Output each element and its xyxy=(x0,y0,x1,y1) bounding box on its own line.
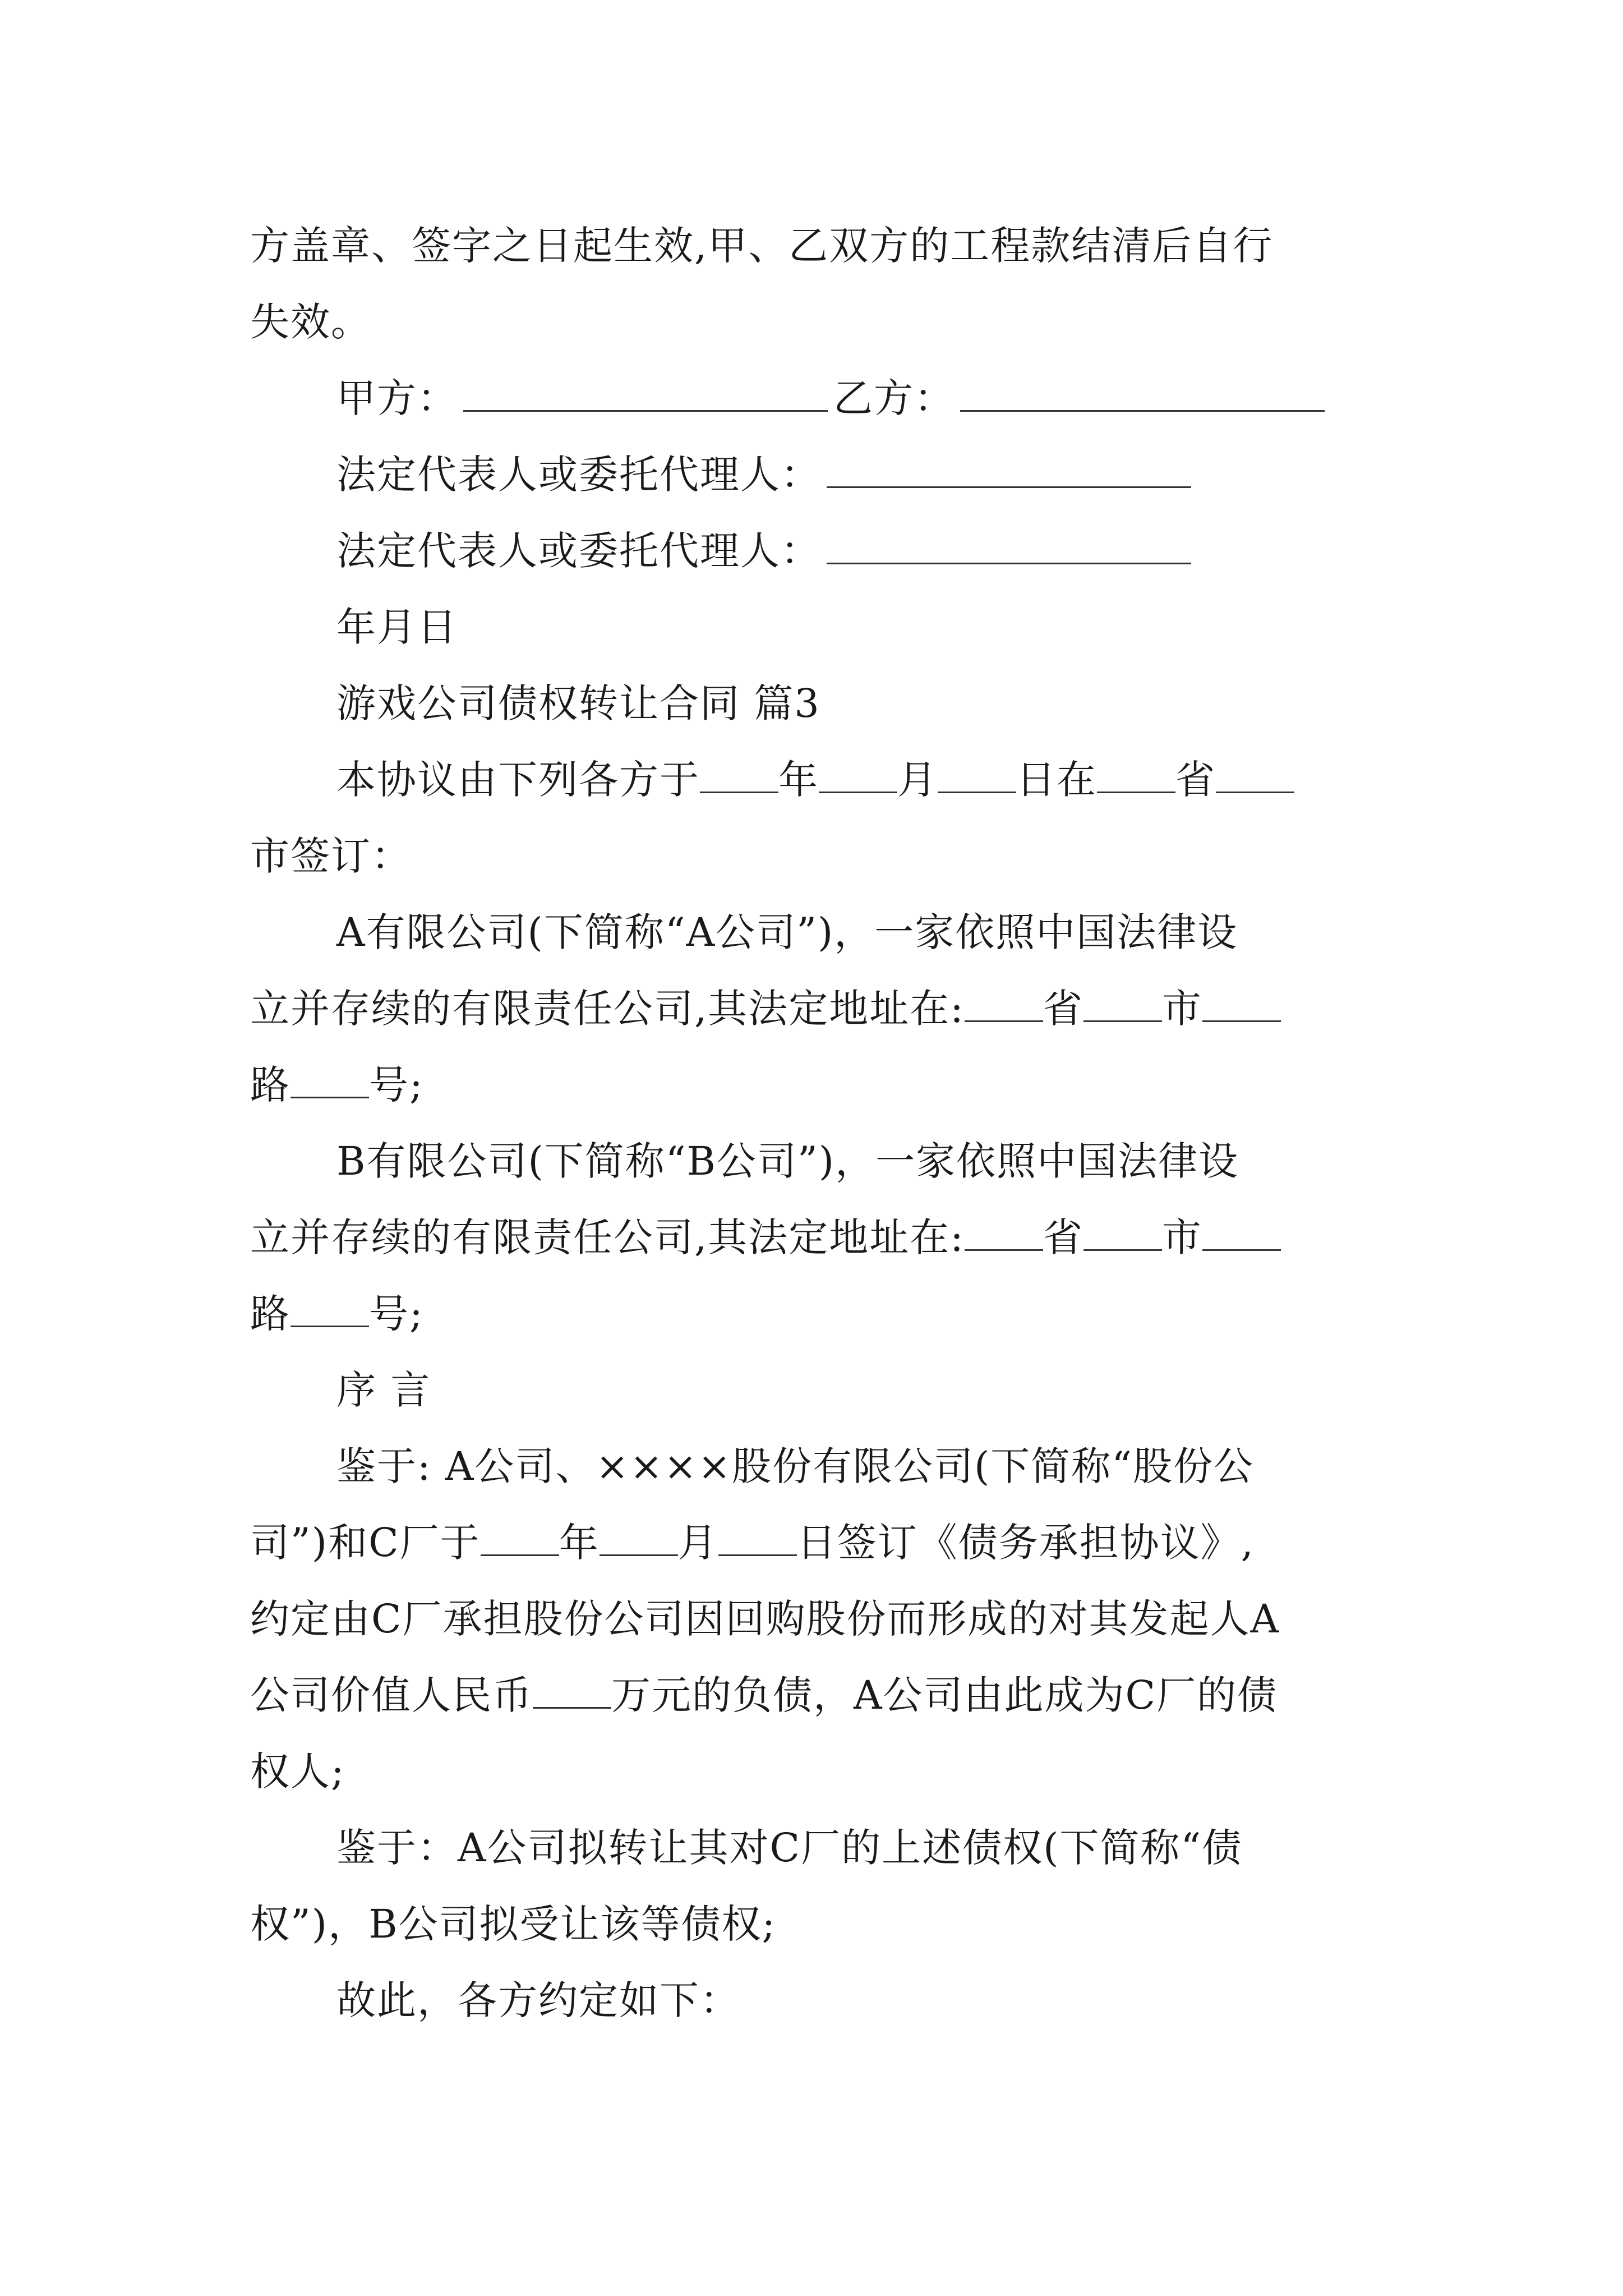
representative-blank xyxy=(827,455,1191,488)
date-line: 年月日 xyxy=(336,604,458,650)
section-title: 游戏公司债权转让合同 篇3 xyxy=(336,680,820,726)
text-segment: 年 xyxy=(559,1520,600,1566)
fill-blank xyxy=(965,989,1043,1022)
text-segment: 公司价值人民币 xyxy=(250,1672,533,1718)
company-a-line: A有限公司(下简称“A公司”)，一家依照中国法律设 xyxy=(336,909,1238,955)
company-b-address-line xyxy=(250,1199,1383,1276)
paragraph-line: 约定由C厂承担股份公司因回购股份而形成的对其发起人A xyxy=(250,1596,1280,1642)
fill-blank xyxy=(291,1065,369,1098)
party-a-blank xyxy=(463,379,828,412)
paragraph-line: 失效。 xyxy=(250,299,371,345)
fill-blank xyxy=(291,1294,369,1327)
preface-heading: 序 言 xyxy=(336,1367,431,1413)
conclusion-line: 故此，各方约定如下： xyxy=(336,1977,740,2023)
fill-blank xyxy=(1083,1218,1162,1251)
text-segment: 路 xyxy=(250,1062,291,1108)
party-b-blank xyxy=(960,379,1325,412)
text-segment: 本协议由下列各方于 xyxy=(336,757,700,803)
representative-label: 法定代表人或委托代理人： xyxy=(336,528,821,574)
company-b-road-line xyxy=(250,1276,1383,1352)
paragraph-line: 市签订： xyxy=(250,833,412,879)
paragraph-line: 权人; xyxy=(250,1749,345,1795)
company-b-line: B有限公司(下简称“B公司”)，一家依照中国法律设 xyxy=(336,1138,1239,1184)
text-segment: 号; xyxy=(369,1291,424,1337)
fill-blank xyxy=(481,1523,559,1556)
fill-blank xyxy=(600,1523,678,1556)
party-b-label: 乙方： xyxy=(833,375,955,421)
fill-blank xyxy=(1083,989,1162,1022)
company-a-road-line xyxy=(250,1047,1383,1123)
fill-blank xyxy=(965,1218,1043,1251)
text-segment: 年 xyxy=(778,757,819,803)
text-segment: 市 xyxy=(1161,986,1202,1032)
text-segment: 日签订《债务承担协议》, xyxy=(796,1520,1255,1566)
text-segment: 市 xyxy=(1161,1214,1202,1260)
representative-label: 法定代表人或委托代理人： xyxy=(336,452,821,498)
representative-line-2 xyxy=(336,513,1469,589)
text-segment: 万元的负债，A公司由此成为C厂的债 xyxy=(611,1672,1278,1718)
company-a-address-line xyxy=(250,970,1383,1047)
fill-blank xyxy=(1216,760,1294,793)
text-segment: 号; xyxy=(369,1062,424,1108)
fill-blank xyxy=(938,760,1016,793)
signing-intro-line xyxy=(336,742,1469,818)
text-segment: 日在 xyxy=(1016,757,1097,803)
text-segment: 省 xyxy=(1043,986,1083,1032)
whereas-2-line: 鉴于：A公司拟转让其对C厂的上述债权(下简称“债 xyxy=(336,1825,1243,1871)
whereas-1-amount-line xyxy=(250,1657,1383,1733)
signature-parties-line xyxy=(336,360,1469,436)
text-segment: 省 xyxy=(1043,1214,1083,1260)
representative-blank xyxy=(827,531,1191,564)
fill-blank xyxy=(533,1676,611,1709)
text-segment: 月 xyxy=(897,757,938,803)
text-segment: 省 xyxy=(1175,757,1216,803)
fill-blank xyxy=(718,1523,797,1556)
representative-line-1 xyxy=(336,436,1469,513)
whereas-1-date-line xyxy=(250,1504,1383,1581)
text-segment: 立并存续的有限责任公司,其法定地址在: xyxy=(250,986,965,1032)
fill-blank xyxy=(1097,760,1175,793)
party-a-label: 甲方： xyxy=(336,375,458,421)
text-segment: 路 xyxy=(250,1291,291,1337)
fill-blank xyxy=(1202,989,1281,1022)
fill-blank xyxy=(1202,1218,1281,1251)
text-segment: 立并存续的有限责任公司,其法定地址在: xyxy=(250,1214,965,1260)
paragraph-line: 方盖章、签字之日起生效,甲、乙双方的工程款结清后自行 xyxy=(250,223,1274,269)
whereas-1-line: 鉴于: A公司、××××股份有限公司(下简称“股份公 xyxy=(336,1443,1255,1489)
paragraph-line: 权”)，B公司拟受让该等债权; xyxy=(250,1901,777,1947)
text-segment: 司”)和C厂于 xyxy=(250,1520,481,1566)
fill-blank xyxy=(819,760,897,793)
fill-blank xyxy=(700,760,778,793)
text-segment: 月 xyxy=(677,1520,718,1566)
